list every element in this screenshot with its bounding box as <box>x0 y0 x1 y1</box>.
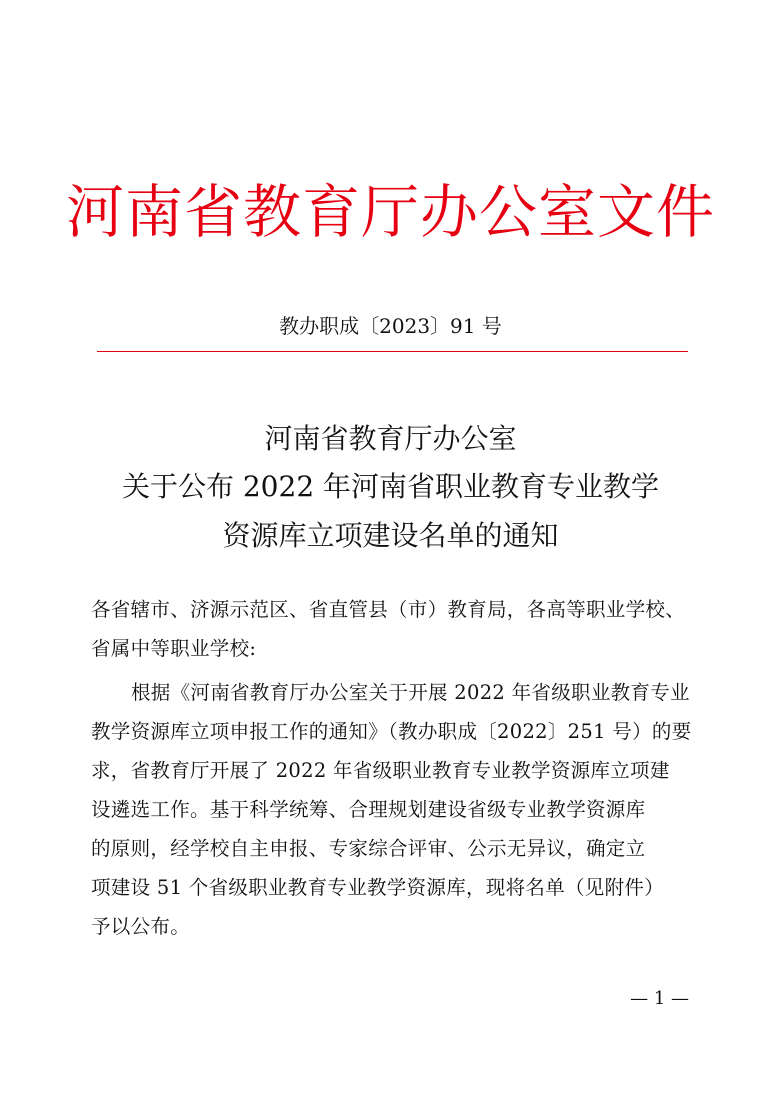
title-line-2: 关于公布 2022 年河南省职业教育专业教学 <box>121 470 660 503</box>
body-paragraph-line: 根据《河南省教育厅办公室关于开展 2022 年省级职业教育专业 <box>131 681 690 704</box>
red-divider-line <box>97 351 688 352</box>
body-paragraph-line: 予以公布。 <box>91 915 191 938</box>
body-paragraph-line: 教学资源库立项申报工作的通知》（教办职成〔2022〕251 号）的要 <box>91 720 692 743</box>
body-paragraph-line: 设遴选工作。基于科学统筹、合理规划建设省级专业教学资源库 <box>91 798 646 821</box>
body-paragraph-line: 的原则，经学校自主申报、专家综合评审、公示无异议，确定立 <box>91 837 646 860</box>
body-paragraph-line: 项建设 51 个省级职业教育专业教学资源库，现将名单（见附件） <box>91 876 665 899</box>
page-number: — 1 — <box>630 988 689 1009</box>
title-line-3: 资源库立项建设名单的通知 <box>222 519 559 552</box>
document-number: 教办职成〔2023〕91 号 <box>279 314 502 338</box>
addressee-line-2: 省属中等职业学校: <box>91 637 257 660</box>
addressee-line-1: 各省辖市、济源示范区、省直管县（市）教育局，各高等职业学校、 <box>91 598 686 621</box>
body-paragraph-line: 求，省教育厅开展了 2022 年省级职业教育专业教学资源库立项建 <box>91 759 670 782</box>
masthead-title: 河南省教育厅办公室文件 <box>65 178 715 246</box>
title-line-1: 河南省教育厅办公室 <box>264 422 517 455</box>
